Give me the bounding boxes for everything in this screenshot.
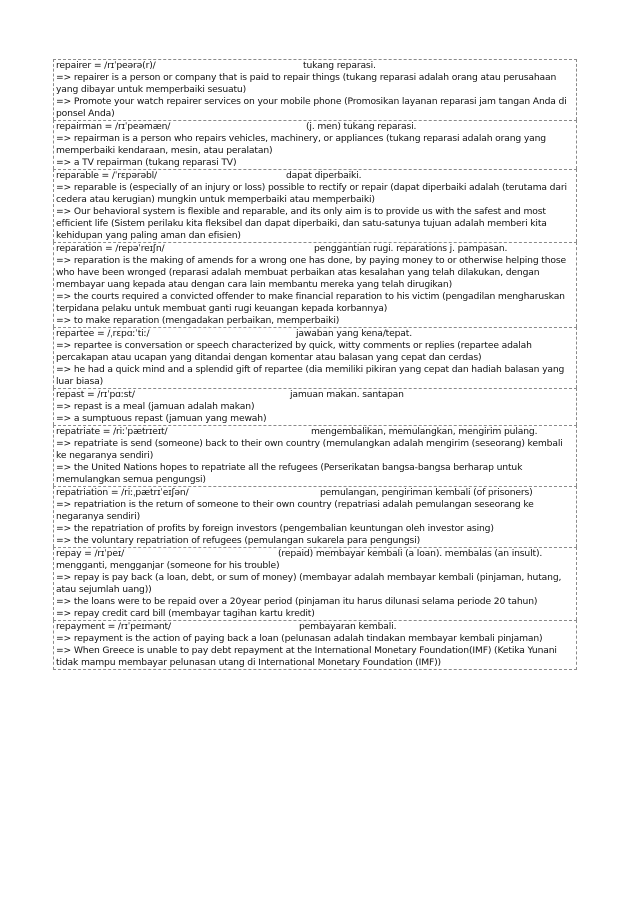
entry-line: => When Greece is unable to pay debt repayment at the International Monetary Foundation(IMF) (Ketika Yunani tidak mampu membayar pelunasan utang di International Monetary Foundation (IMF)) xyxy=(56,645,557,668)
entry-translation: tukang reparasi. xyxy=(303,60,376,71)
entry-line: => reparable is (especially of an injury or loss) possible to rectify or repair (dapat diperbaiki adalah (terutama dari cedera atau kerugian) mungkin untuk memperbaiki atau memperbaiki) xyxy=(56,182,567,205)
entry xyxy=(53,425,577,486)
entry-term: reparable = /ˈrɛpərəbl/ xyxy=(56,170,157,181)
entry-term: repatriate = /riːˈpætrɪeɪt/ xyxy=(56,426,168,437)
entry-line: => a TV repairman (tukang reparasi TV) xyxy=(56,157,237,168)
entry-line: => to make reparation (mengadakan perbaikan, memperbaiki) xyxy=(56,315,340,326)
entry-line: => the repatriation of profits by foreign investors (pengembalian keuntungan oleh investor asing) xyxy=(56,523,494,534)
entry-translation: jawaban yang kena/tepat. xyxy=(296,328,413,339)
entry-term: repatriation = /riːˌpætrɪˈeɪʃən/ xyxy=(56,487,189,498)
entry-translation: mengembalikan, memulangkan, mengirim pulang. xyxy=(311,426,538,437)
entry xyxy=(53,620,577,670)
entry-line: => Our behavioral system is flexible and reparable, and its only aim is to provide us with the safest and most efficient life (Sistem perilaku kita fleksibel dan dapat diperbaiki, dan satu-satunya tujuan adalah memberi kita kehidupan yang paling aman dan efisien) xyxy=(56,206,547,241)
entry xyxy=(53,327,577,388)
entry-line: => reparation is the making of amends for a wrong one has done, by paying money to or otherwise helping those who have been wronged (reparasi adalah membuat perbaikan atas kesalahan yang telah dilakukan, dengan membayar uang kepada atau dengan cara lain membantu mereka yang telah dirugikan) xyxy=(56,255,567,290)
entry xyxy=(53,169,577,242)
entry xyxy=(53,242,577,327)
entry xyxy=(53,388,577,425)
entry-term: repayment = /rɪˈpeɪmənt/ xyxy=(56,621,171,632)
entry xyxy=(53,547,577,620)
entry-translation: dapat diperbaiki. xyxy=(286,170,362,181)
entry xyxy=(53,486,577,547)
entry-line: => repairer is a person or company that is paid to repair things (tukang reparasi adalah orang atau perusahaan yang dibayar untuk memperbaiki sesuatu) xyxy=(56,72,557,95)
entry-line: => repairman is a person who repairs vehicles, machinery, or appliances (tukang reparasi adalah orang yang memperbaiki kendaraan, mesin, atau peralatan) xyxy=(56,133,546,156)
entry-line: => he had a quick mind and a splendid gift of repartee (dia memiliki pikiran yang cepat dan hadiah balasan yang luar biasa) xyxy=(56,364,565,387)
entry-line: => repatriation is the return of someone to their own country (repatriasi adalah pemulangan seseorang ke negaranya sendiri) xyxy=(56,499,534,522)
entry-line: => repast is a meal (jamuan adalah makan) xyxy=(56,401,255,412)
entry-term: repairer = /rɪˈpeərə(r)/ xyxy=(56,60,156,71)
entry-term: repairman = /rɪˈpeəmæn/ xyxy=(56,121,171,132)
entry-term: repast = /rɪˈpɑːst/ xyxy=(56,389,135,400)
entry-line: => repayment is the action of paying back a loan (pelunasan adalah tindakan membayar kembali pinjaman) xyxy=(56,633,543,644)
entry-line: => the voluntary repatriation of refugees (pemulangan sukarela para pengungsi) xyxy=(56,535,421,546)
entry-line: => repatriate is send (someone) back to their own country (memulangkan adalah mengirim (seseorang) kembali ke negaranya sendiri) xyxy=(56,438,563,461)
entry-translation: pembayaran kembali. xyxy=(299,621,397,632)
entry-term: reparation = /repəˈreɪʃn/ xyxy=(56,243,165,254)
entry-translation: (j. men) tukang reparasi. xyxy=(306,121,417,132)
entry-translation: pemulangan, pengiriman kembali (of prisoners) xyxy=(320,487,533,498)
entry-translation: jamuan makan. santapan xyxy=(290,389,404,400)
entry-term: repay = /rɪˈpeɪ/ xyxy=(56,548,125,559)
dictionary-document xyxy=(53,59,577,670)
entry-line: => repartee is conversation or speech characterized by quick, witty comments or replies (repartee adalah percakapan atau ucapan yang ditandai dengan komentar atau balasan yang cepat dan cerdas) xyxy=(56,340,532,363)
entry-line: => the United Nations hopes to repatriate all the refugees (Perserikatan bangsa-bangsa berharap untuk memulangkan semua pengungsi) xyxy=(56,462,523,485)
entry-line: => a sumptuous repast (jamuan yang mewah) xyxy=(56,413,267,424)
entry-term: repartee = /ˌrɛpɑːˈtiː/ xyxy=(56,328,150,339)
entry-line: => the loans were to be repaid over a 20year period (pinjaman itu harus dilunasi selama periode 20 tahun) xyxy=(56,596,538,607)
entry-translation: penggantian rugi. reparations j. pampasan. xyxy=(314,243,508,254)
entry-line: => repay is pay back (a loan, debt, or sum of money) (membayar adalah membayar kembali (pinjaman, hutang, atau sejumlah uang)) xyxy=(56,572,562,595)
entry xyxy=(53,59,577,120)
entry-line: => Promote your watch repairer services on your mobile phone (Promosikan layanan reparasi jam tangan Anda di ponsel Anda) xyxy=(56,96,567,119)
entry-line: => repay credit card bill (membayar tagihan kartu kredit) xyxy=(56,608,315,619)
entry-translation: (repaid) membayar kembali (a loan). membalas (an insult). mengganti, mengganjar (someone for his trouble) xyxy=(56,548,543,571)
entry xyxy=(53,120,577,169)
entry-line: => the courts required a convicted offender to make financial reparation to his victim (pengadilan mengharuskan terpidana pelaku untuk membuat ganti rugi keuangan kepada korbannya) xyxy=(56,291,565,314)
